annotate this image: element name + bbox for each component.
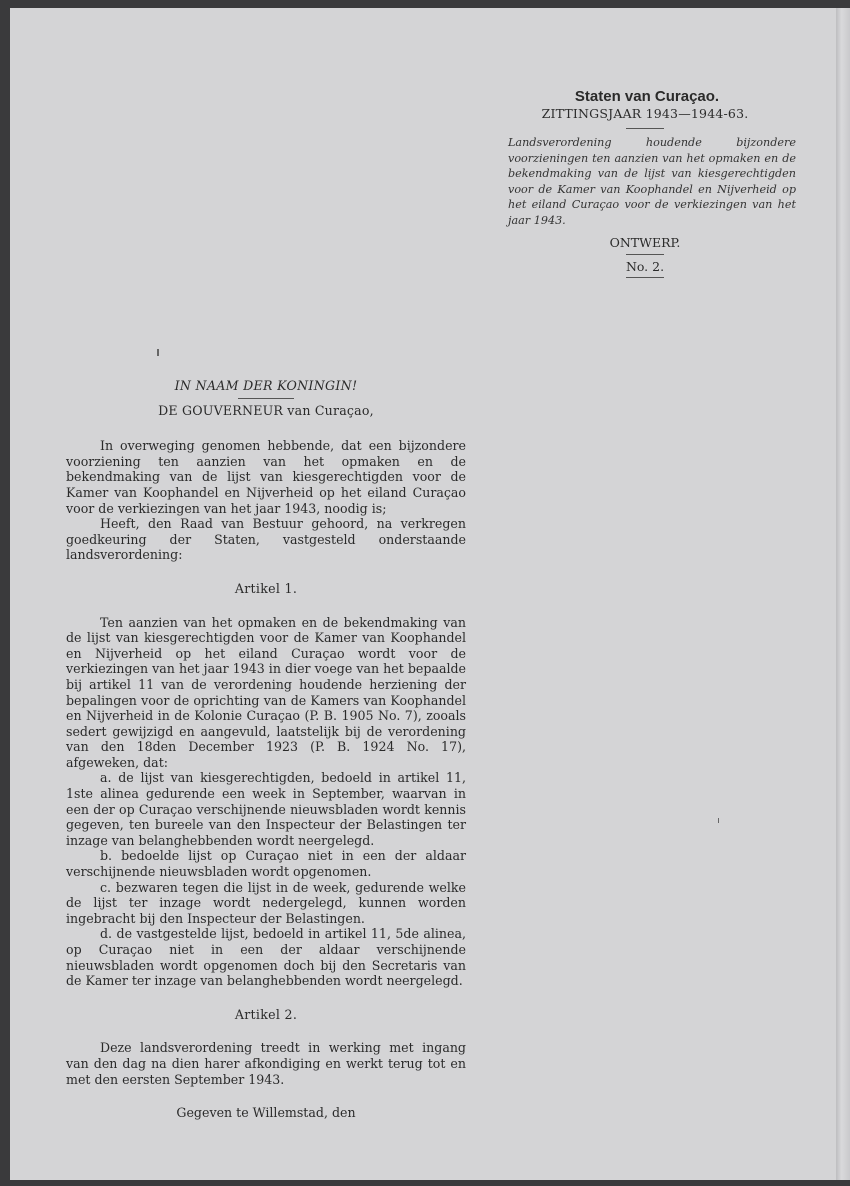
document-header	[490, 88, 800, 281]
article-1-text: Ten aanzien van het opmaken en de bekendmaking van de lijst van kiesgerechtigden voor de Kamer van Koophandel en Nijverheid op het eiland Curaçao wordt voor de verkiezingen van het jaar 1943 in dier voege van het bepaalde bij artikel 11 van de verordening houdende herziening der bepalingen voor de oprichting van de Kamers van Koophandel en Nijverheid in de Kolonie Curaçao (P. B. 1905 No. 7), zooals sedert gewijzigd en aangevuld, laatstelijk bij de verordening van den 18den December 1923 (P. B. 1924 No. 17), afgeweken, dat:	[66, 614, 466, 770]
session-year: ZITTINGSJAAR 1943—1944-63.	[541, 106, 749, 121]
stray-mark	[157, 349, 159, 356]
enactment-paragraph: Heeft, den Raad van Bestuur gehoord, na verkregen goedkeuring der Staten, vastgesteld onderstaande landsverordening:	[66, 516, 466, 563]
divider	[626, 128, 664, 129]
stray-mark	[718, 818, 719, 823]
preamble: IN NAAM DER KONINGIN!	[174, 378, 358, 393]
article-1-item-c: c. bezwaren tegen die lijst in de week, gedurende welke de lijst ter inzage wordt nedergelegd, kunnen worden ingebracht bij den Inspecteur der Belastingen.	[66, 879, 466, 926]
ordinance-body	[66, 378, 466, 1121]
document-number: No. 2.	[625, 258, 665, 274]
article-2-text: Deze landsverordening treedt in werking met ingang van den dag na dien harer afkondiging en werkt terug tot en met den eersten September 1943.	[66, 1040, 466, 1087]
article-1-item-b: b. bedoelde lijst op Curaçao niet in een der aldaar verschijnende nieuwsbladen wordt opgenomen.	[66, 848, 466, 880]
article-1-item-a: a. de lijst van kiesgerechtigden, bedoeld in artikel 11, 1ste alinea gedurende een week in September, waarvan in een der op Curaçao verschijnende nieuwsbladen wordt kennis gegeven, ten bureele van den Inspecteur der Belastingen ter inzage van belanghebbenden wordt neergelegd.	[66, 770, 466, 848]
closing-line: Gegeven te Willemstad, den	[176, 1105, 356, 1121]
article-2-title: Artikel 2.	[234, 1006, 298, 1022]
institution-title: Staten van Curaçao.	[574, 88, 720, 105]
divider	[238, 398, 294, 399]
page-edge	[836, 8, 850, 1180]
ordinance-description: Landsverordening houdende bijzondere voorzieningen ten aanzien van het opmaken en de bekendmaking van de lijst van kiesgerechtigden voor de Kamer van Koophandel en Nijverheid op het eiland Curaçao voor de verkiezingen van het jaar 1943.	[508, 136, 796, 227]
article-1-title: Artikel 1.	[234, 580, 298, 596]
consideration-paragraph: In overweging genomen hebbende, dat een bijzondere voorziening ten aanzien van het opmaken en de bekendmaking van de lijst van kiesgerechtigden voor de Kamer van Koophandel en Nijverheid op het eiland Curaçao voor de verkiezingen van het jaar 1943, noodig is;	[66, 438, 466, 516]
divider	[626, 254, 664, 255]
governor-line: DE GOUVERNEUR van Curaçao,	[158, 402, 374, 418]
draft-label: ONTWERP.	[609, 234, 681, 250]
article-1-item-d: d. de vastgestelde lijst, bedoeld in artikel 11, 5de alinea, op Curaçao niet in een der aldaar verschijnende nieuwsbladen wordt opgenomen doch bij den Secretaris van de Kamer ter inzage van belanghebbenden wordt neergelegd.	[66, 926, 466, 989]
divider	[626, 277, 664, 278]
